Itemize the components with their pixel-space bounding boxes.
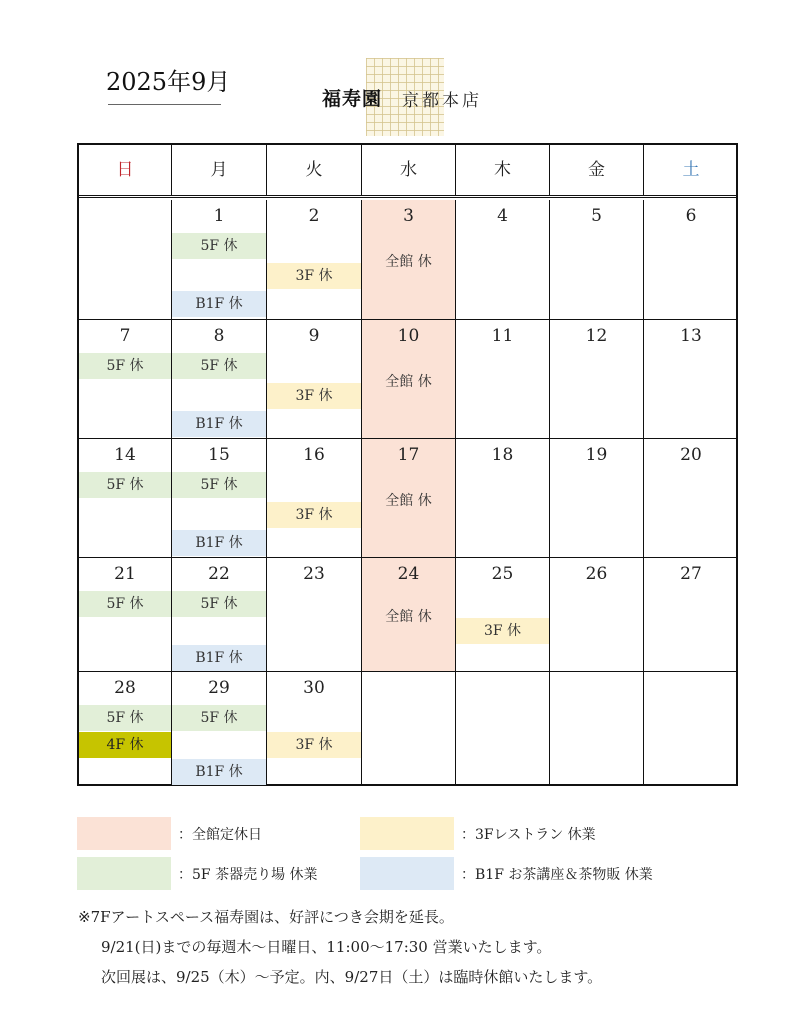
closure-tag: B1F 休 bbox=[172, 530, 266, 556]
day-cell bbox=[267, 672, 362, 786]
day-number: 5 bbox=[591, 206, 602, 226]
day-cell bbox=[362, 558, 456, 672]
day-cell bbox=[362, 672, 456, 786]
weekday-header-cell: 土 bbox=[682, 160, 700, 180]
legend-swatch bbox=[360, 817, 454, 850]
day-number: 14 bbox=[114, 445, 136, 465]
day-number: 3 bbox=[403, 206, 414, 226]
day-cell bbox=[172, 320, 267, 439]
all-closed-label: 全館 休 bbox=[385, 254, 432, 270]
day-cell bbox=[79, 320, 172, 439]
day-cell bbox=[456, 320, 550, 439]
day-cell bbox=[267, 439, 362, 558]
day-cell bbox=[362, 439, 456, 558]
legend-swatch bbox=[77, 817, 171, 850]
day-number: 9 bbox=[308, 326, 320, 346]
day-number: 8 bbox=[213, 326, 225, 346]
legend-swatch bbox=[77, 857, 171, 890]
legend-swatch bbox=[360, 857, 454, 890]
closure-tag: 3F 休 bbox=[267, 732, 361, 758]
day-number: 4 bbox=[497, 206, 508, 226]
closure-tag: 3F 休 bbox=[267, 263, 361, 289]
day-number: 1 bbox=[213, 206, 225, 226]
closure-tag: 5F 休 bbox=[79, 353, 171, 379]
weekday-header-cell: 木 bbox=[456, 145, 550, 195]
all-closed-label: 全館 休 bbox=[385, 609, 432, 625]
day-cell bbox=[267, 320, 362, 439]
page-title: 2025年9月 bbox=[106, 68, 231, 96]
legend-label: ：5F 茶器売り場 休業 bbox=[178, 867, 318, 883]
day-cell bbox=[550, 439, 644, 558]
day-cell bbox=[456, 672, 550, 786]
legend-label: ：3Fレストラン 休業 bbox=[461, 827, 596, 843]
closure-tag: 4F 休 bbox=[79, 732, 171, 758]
legend-label: ：全館定休日 bbox=[178, 827, 262, 843]
weekday-header-cell: 火 bbox=[267, 145, 362, 195]
closure-tag: 5F 休 bbox=[79, 705, 171, 731]
closure-tag: B1F 休 bbox=[172, 291, 266, 317]
weekday-header-cell: 水 bbox=[362, 145, 456, 195]
day-cell bbox=[172, 672, 267, 786]
logo-main: 福寿園 bbox=[322, 88, 383, 110]
day-cell bbox=[362, 320, 456, 439]
day-cell bbox=[456, 200, 550, 320]
day-number: 23 bbox=[303, 564, 325, 584]
day-number: 26 bbox=[585, 564, 608, 584]
day-cell bbox=[79, 558, 172, 672]
closure-tag: B1F 休 bbox=[172, 759, 266, 785]
day-cell bbox=[644, 439, 738, 558]
weekday-header bbox=[79, 145, 736, 198]
day-number: 29 bbox=[208, 678, 230, 698]
day-number: 12 bbox=[585, 326, 608, 346]
closure-tag: B1F 休 bbox=[172, 645, 266, 671]
day-number: 15 bbox=[208, 445, 230, 465]
day-number: 19 bbox=[585, 445, 608, 465]
day-cell bbox=[267, 558, 362, 672]
closure-tag: 5F 休 bbox=[79, 472, 171, 498]
closure-tag: 3F 休 bbox=[267, 383, 361, 409]
day-number: 10 bbox=[397, 326, 420, 346]
day-cell bbox=[172, 558, 267, 672]
legend-label: ：B1F お茶講座＆茶物販 休業 bbox=[461, 867, 653, 883]
day-cell bbox=[550, 200, 644, 320]
day-number: 17 bbox=[397, 445, 420, 465]
day-number: 6 bbox=[685, 206, 697, 226]
day-cell bbox=[79, 439, 172, 558]
day-cell bbox=[456, 439, 550, 558]
day-cell bbox=[172, 439, 267, 558]
day-cell bbox=[550, 320, 644, 439]
closure-tag: B1F 休 bbox=[172, 411, 266, 437]
closure-tag: 5F 休 bbox=[79, 591, 171, 617]
closure-tag: 5F 休 bbox=[172, 472, 266, 498]
day-number: 13 bbox=[680, 326, 702, 346]
day-cell bbox=[644, 200, 738, 320]
weekday-header-cell: 日 bbox=[79, 145, 172, 195]
calendar-grid bbox=[77, 143, 738, 786]
day-number: 27 bbox=[680, 564, 702, 584]
closure-tag: 5F 休 bbox=[172, 705, 266, 731]
day-number: 11 bbox=[491, 326, 514, 346]
day-cell bbox=[550, 558, 644, 672]
day-cell bbox=[644, 672, 738, 786]
note-line-2: 9/21(日)までの毎週木～日曜日、11:00～17:30 営業いたします。 bbox=[101, 938, 552, 956]
day-cell bbox=[456, 558, 550, 672]
all-closed-label: 全館 休 bbox=[385, 373, 432, 390]
day-number: 16 bbox=[303, 445, 325, 465]
day-number: 21 bbox=[114, 564, 136, 584]
day-cell bbox=[172, 200, 267, 320]
closure-tag: 5F 休 bbox=[172, 233, 266, 259]
day-number: 20 bbox=[680, 445, 702, 465]
day-number: 25 bbox=[491, 564, 514, 584]
closure-tag: 5F 休 bbox=[172, 353, 266, 379]
note-line-1: ※7Fアートスペース福寿園は、好評につき会期を延長。 bbox=[78, 908, 454, 926]
day-number: 22 bbox=[208, 564, 230, 584]
closure-tag: 3F 休 bbox=[267, 502, 361, 528]
weekday-header-cell: 月 bbox=[172, 145, 267, 195]
day-cell bbox=[362, 200, 456, 320]
note-line-3: 次回展は、9/25（木）～予定。内、9/27日（土）は臨時休館いたします。 bbox=[101, 968, 603, 986]
logo-sub: 京都本店 bbox=[402, 91, 482, 111]
day-cell bbox=[267, 200, 362, 320]
closure-tag: 3F 休 bbox=[456, 618, 549, 644]
all-closed-label: 全館 休 bbox=[385, 492, 432, 509]
day-number: 24 bbox=[397, 564, 420, 584]
day-number: 2 bbox=[308, 206, 320, 226]
day-number: 18 bbox=[491, 445, 514, 465]
day-number: 28 bbox=[114, 678, 136, 698]
day-cell bbox=[550, 672, 644, 786]
day-number: 7 bbox=[119, 326, 131, 346]
day-number: 30 bbox=[303, 678, 325, 698]
day-cell bbox=[644, 558, 738, 672]
title-underline bbox=[108, 104, 221, 105]
weekday-header-cell: 金 bbox=[550, 145, 644, 195]
day-cell bbox=[79, 200, 172, 320]
closure-tag: 5F 休 bbox=[172, 591, 266, 617]
day-cell bbox=[79, 672, 172, 786]
day-cell bbox=[644, 320, 738, 439]
